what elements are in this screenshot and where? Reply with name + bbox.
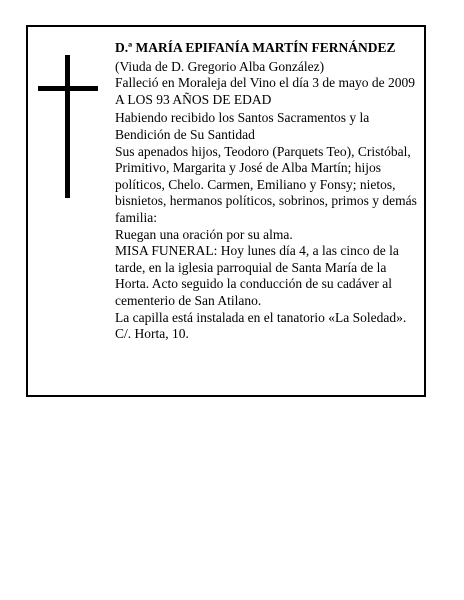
prayer-line: Ruegan una oración por su alma. — [115, 226, 293, 242]
cross-horizontal-bar — [38, 86, 98, 91]
latin-cross-icon — [38, 55, 98, 198]
death-line: Falleció en Moraleja del Vino el día 3 de mayo de 2009 — [115, 75, 415, 91]
obituary-text — [115, 40, 420, 343]
family-paragraph: Sus apenados hijos, Teodoro (Parquets Teo), Cristóbal, Primitivo, Margarita y José de Alba Martín; hijos políticos, Chelo. Carmen, Emiliano y Fonsy; nietos, bisnietos, hermanos políticos, sobrinos, primos y demás familia: — [115, 143, 417, 225]
cross-vertical-bar — [65, 55, 70, 198]
deceased-name: D.ª MARÍA EPIFANÍA MARTÍN FERNÁNDEZ — [115, 40, 396, 55]
funeral-paragraph: MISA FUNERAL: Hoy lunes día 4, a las cinco de la tarde, en la iglesia parroquial de Santa María de la Horta. Acto seguido la conducción de su cadáver al cementerio de San Atilano. — [115, 243, 399, 308]
age-line: A LOS 93 AÑOS DE EDAD — [115, 91, 272, 107]
obituary-notice — [26, 25, 426, 397]
chapel-paragraph: La capilla está instalada en el tanatorio «La Soledad». C/. Horta, 10. — [115, 309, 407, 342]
sacraments-paragraph: Habiendo recibido los Santos Sacramentos y la Bendición de Su Santidad — [115, 110, 370, 142]
widow-line: (Viuda de D. Gregorio Alba González) — [115, 58, 325, 74]
